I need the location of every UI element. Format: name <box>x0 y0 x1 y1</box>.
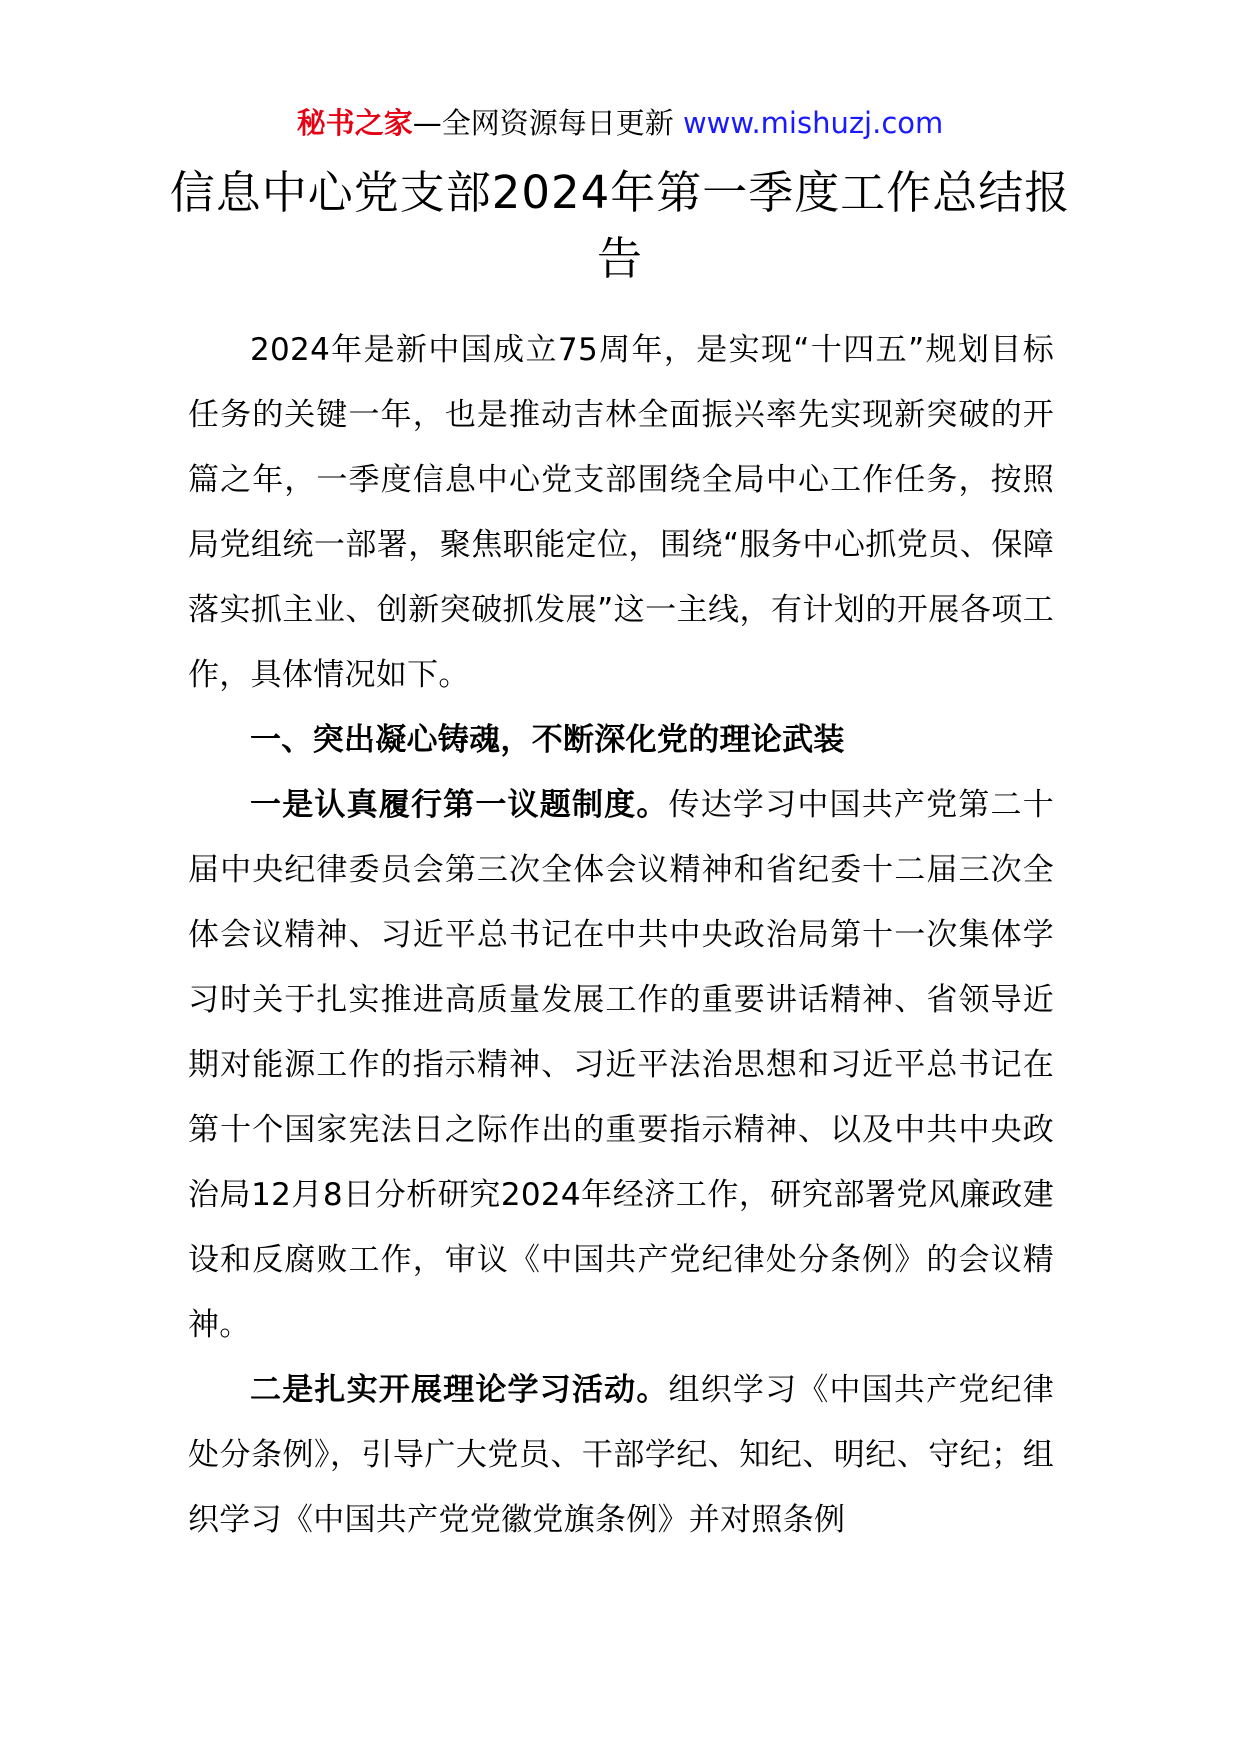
site-url: www.mishuzj.com <box>682 106 944 140</box>
intro-paragraph: 2024年是新中国成立75周年，是实现“十四五”规划目标任务的关键一年，也是推动吉林全面振兴率先实现新突破的开篇之年，一季度信息中心党支部围绕全局中心工作任务，按照局党组统一部署，聚焦职能定位，围绕“服务中心抓党员、保障落实抓主业、创新突破抓发展”这一主线，有计划的开展各项工作，具体情况如下。 <box>188 332 1054 693</box>
brand-name: 秘书之家 <box>296 106 413 140</box>
banner-tagline: —全网资源每日更新 <box>412 106 674 140</box>
document-body <box>188 318 1054 1553</box>
item-lead-1: 一是认真履行第一议题制度。 <box>250 787 669 823</box>
item-paragraph-2 <box>188 1358 1054 1553</box>
item-lead-2: 二是扎实开展理论学习活动。 <box>250 1372 669 1408</box>
item-paragraph-1 <box>188 773 1054 1358</box>
watermark-banner <box>0 103 1240 143</box>
section-heading: 一、突出凝心铸魂，不断深化党的理论武装 <box>250 722 845 758</box>
document-title: 信息中心党支部2024年第一季度工作总结报告 <box>169 166 1071 285</box>
item-text-1: 传达学习中国共产党第二十届中央纪律委员会第三次全体会议精神和省纪委十二届三次全体会议精神、习近平总书记在中共中央政治局第十一次集体学习时关于扎实推进高质量发展工作的重要讲话精神、省领导近期对能源工作的指示精神、习近平法治思想和习近平总书记在第十个国家宪法日之际作出的重要指示精神、以及中共中央政治局12月8日分析研究2024年经济工作，研究部署党风廉政建设和反腐败工作，审议《中国共产党纪律处分条例》的会议精神。 <box>188 787 1054 1343</box>
item-text-2: 组织学习《中国共产党纪律处分条例》，引导广大党员、干部学纪、知纪、明纪、守纪；组织学习《中国共产党党徽党旗条例》并对照条例 <box>188 1372 1054 1538</box>
